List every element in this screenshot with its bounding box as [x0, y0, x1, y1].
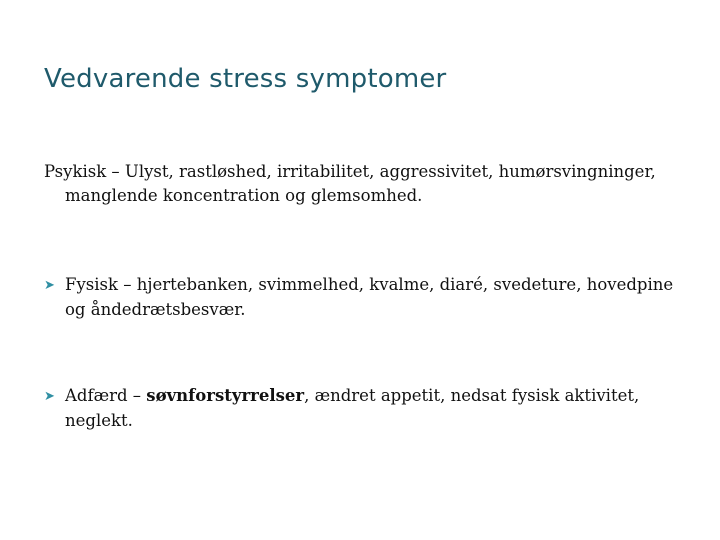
arrow-bullet-icon: ➤	[44, 278, 55, 293]
paragraph-text: Psykisk – Ulyst, rastløshed, irritabilitet, aggressivitet, humørsvingninger, manglende koncentration og glemsomhed.	[44, 162, 656, 205]
list-item-text: Fysisk – hjertebanken, svimmelhed, kvalme, diaré, svedeture, hovedpine og åndedrætsbesvær.	[65, 275, 674, 319]
list-item-fysisk	[44, 273, 684, 322]
slide-title: Vedvarende stress symptomer	[44, 64, 447, 94]
paragraph-psykisk	[44, 160, 684, 208]
list-item-prefix: Adfærd –	[65, 386, 147, 405]
list-item-emphasis: søvnforstyrrelser	[146, 386, 305, 405]
list-item-adfaerd	[44, 384, 684, 433]
list-item-suffix: , ændret appetit, nedsat fysisk aktivitet, neglekt.	[65, 386, 640, 430]
arrow-bullet-icon: ➤	[44, 389, 55, 404]
